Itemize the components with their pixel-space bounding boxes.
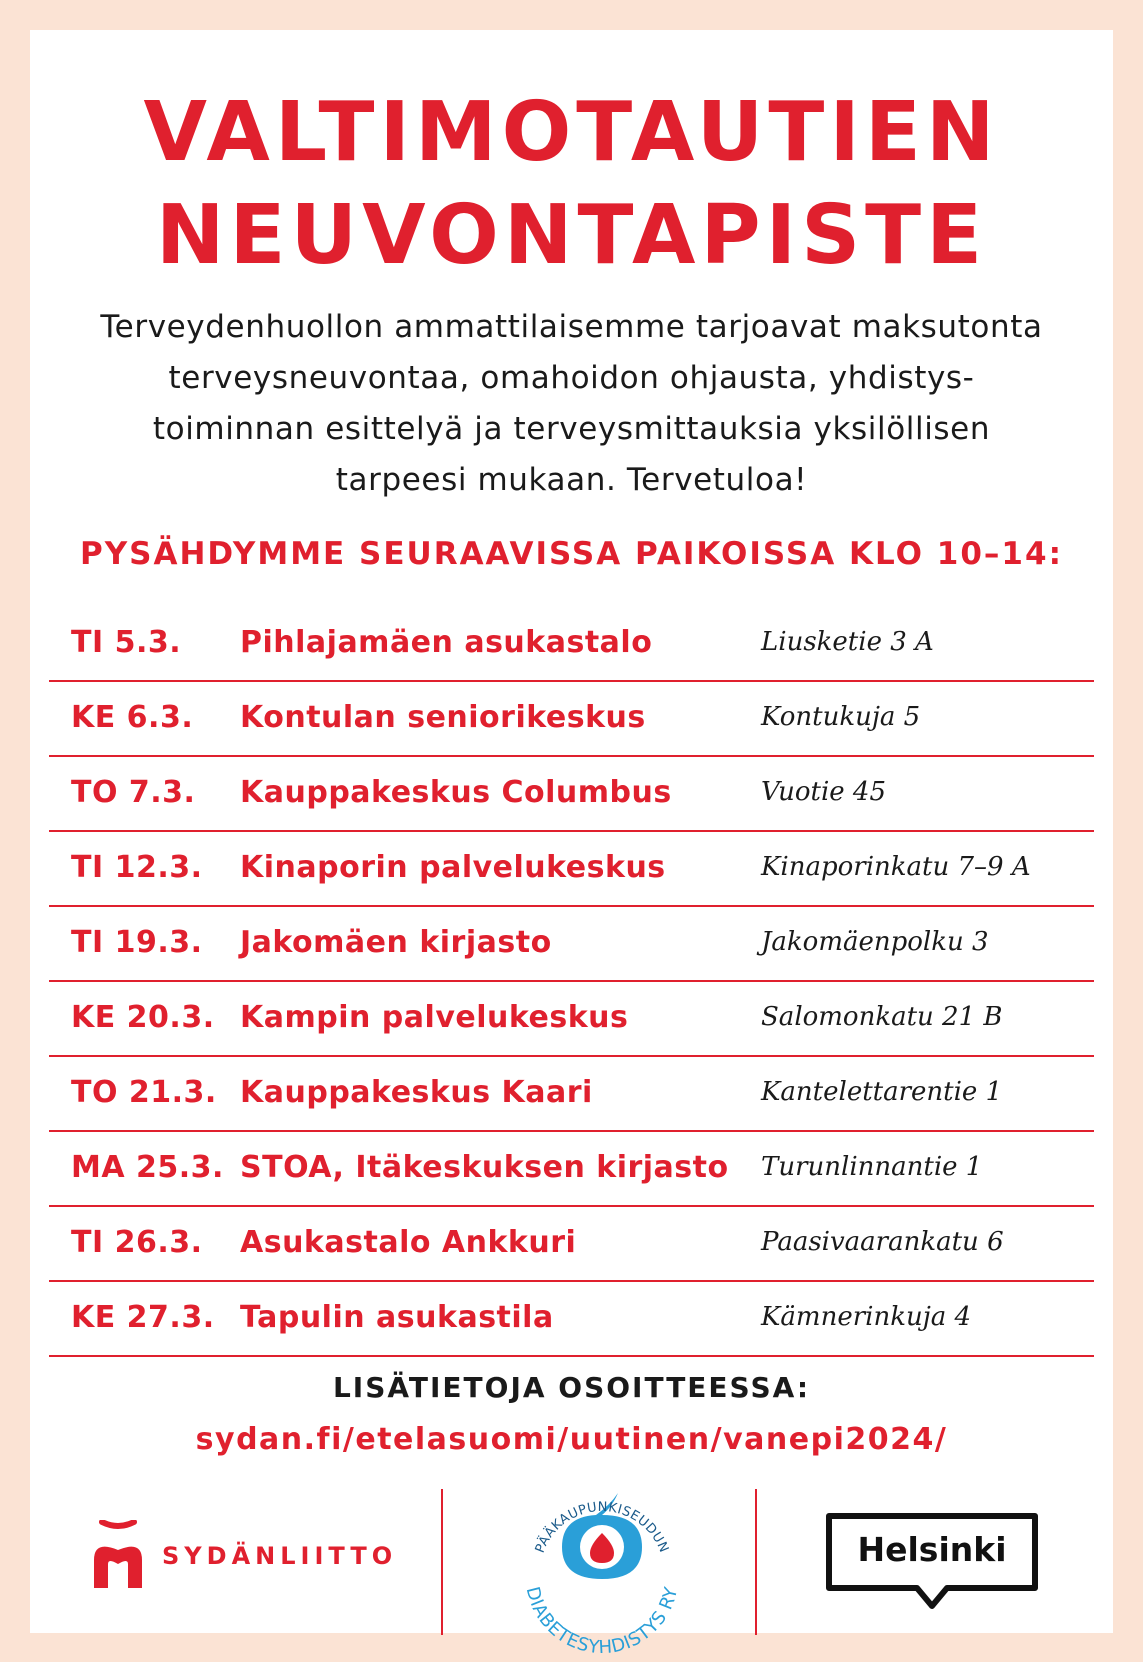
schedule-row [49, 907, 1094, 982]
stop-date: TO 7.3. [71, 775, 196, 810]
logo-divider [441, 1489, 443, 1635]
schedule-row [49, 682, 1094, 757]
stop-date: KE 27.3. [71, 1300, 215, 1335]
stop-address: Kontukuja 5 [761, 702, 921, 732]
title-line-1: VALTIMOTAUTIEN [143, 85, 1000, 180]
stop-address: Turunlinnantie 1 [761, 1152, 983, 1182]
helsinki-logo [825, 1512, 1039, 1612]
stop-place: Jakomäen kirjasto [240, 925, 552, 960]
stop-address: Jakomäenpolku 3 [761, 927, 989, 957]
more-info-link[interactable]: sydan.fi/etelasuomi/uutinen/vanepi2024/ [195, 1422, 948, 1457]
stop-date: TI 12.3. [71, 850, 203, 885]
schedule-row [49, 607, 1094, 682]
sydanliitto-heart-icon [90, 1520, 146, 1592]
stop-date: KE 6.3. [71, 700, 194, 735]
stop-place: STOA, Itäkeskuksen kirjasto [240, 1150, 729, 1185]
stop-address: Vuotie 45 [761, 777, 887, 807]
intro-line: Terveydenhuollon ammattilaisemme tarjoavat maksutonta [100, 309, 1043, 345]
schedule-row [49, 757, 1094, 832]
stop-place: Asukastalo Ankkuri [240, 1225, 577, 1260]
stop-place: Kinaporin palvelukeskus [240, 850, 666, 885]
stop-address: Paasivaarankatu 6 [761, 1227, 1004, 1257]
stop-place: Tapulin asukastila [240, 1300, 554, 1335]
poster [30, 30, 1113, 1653]
stop-date: TI 26.3. [71, 1225, 203, 1260]
stop-place: Kontulan seniorikeskus [240, 700, 646, 735]
stop-address: Salomonkatu 21 B [761, 1002, 1003, 1032]
more-info-heading: LISÄTIETOJA OSOITTEESSA: [332, 1371, 811, 1404]
stop-address: Kantelettarentie 1 [761, 1077, 1003, 1107]
stop-address: Kinaporinkatu 7–9 A [761, 852, 1031, 882]
stops-heading: PYSÄHDYMME SEURAAVISSA PAIKOISSA KLO 10–14: [80, 536, 1063, 572]
logo-divider [755, 1489, 757, 1635]
stop-place: Pihlajamäen asukastalo [240, 625, 653, 660]
stop-date: KE 20.3. [71, 1000, 215, 1035]
helsinki-wordmark: Helsinki [857, 1530, 1007, 1569]
schedule-row [49, 1207, 1094, 1282]
stop-date: MA 25.3. [71, 1150, 224, 1185]
stop-date: TI 19.3. [71, 925, 203, 960]
stop-place: Kauppakeskus Columbus [240, 775, 672, 810]
schedule-row [49, 832, 1094, 907]
intro-text [30, 302, 1113, 506]
schedule-row [49, 1282, 1094, 1357]
stop-address: Kämnerinkuja 4 [761, 1302, 972, 1332]
diabetes-arc-bottom-text: DIABETESYHDISTYS RY [521, 1584, 683, 1653]
intro-line: tarpeesi mukaan. Tervetuloa! [335, 462, 808, 498]
sydanliitto-wordmark: SYDÄNLIITTO [162, 1542, 398, 1570]
stop-place: Kauppakeskus Kaari [240, 1075, 593, 1110]
intro-line: terveysneuvontaa, omahoidon ohjausta, yhdistys- [168, 360, 975, 396]
schedule-list [49, 607, 1094, 1357]
intro-line: toiminnan esittelyä ja terveysmittauksia yksilöllisen [152, 411, 991, 447]
stop-date: TO 21.3. [71, 1075, 217, 1110]
diabetesyhdistys-logo [492, 1485, 712, 1653]
stop-date: TI 5.3. [71, 625, 182, 660]
diabetes-arc-top-text: PÄÄKAUPUNKISEUDUN [532, 1499, 672, 1556]
stop-place: Kampin palvelukeskus [240, 1000, 629, 1035]
schedule-row [49, 1057, 1094, 1132]
title-line-2: NEUVONTAPISTE [155, 188, 988, 283]
schedule-row [49, 1132, 1094, 1207]
schedule-row [49, 982, 1094, 1057]
stop-address: Liusketie 3 A [761, 627, 934, 657]
sydanliitto-logo [90, 1520, 410, 1592]
